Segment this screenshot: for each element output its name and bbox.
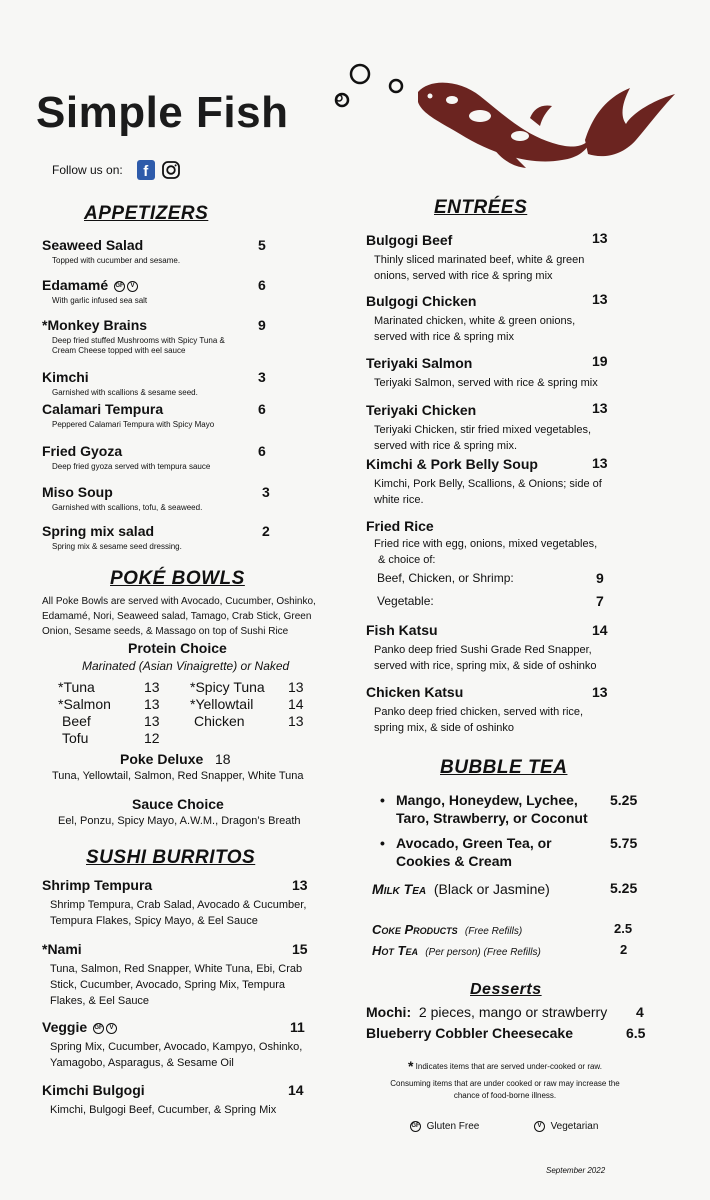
item-price: 2: [262, 523, 270, 539]
item-name: Fish Katsu: [366, 622, 438, 638]
item-name: Chicken Katsu: [366, 684, 464, 700]
menu-date: September 2022: [546, 1166, 606, 1175]
entree-item: [366, 355, 598, 392]
facebook-icon[interactable]: f: [137, 160, 155, 180]
item-name: Edamamé: [42, 277, 109, 293]
protein-name: *Yellowtail: [190, 696, 254, 712]
item-name: Teriyaki Salmon: [366, 355, 473, 371]
entree-item: [366, 684, 583, 737]
item-desc: Deep fried stuffed Mushrooms with Spicy Tuna & Cream Cheese topped with eel sauce: [52, 336, 225, 356]
item-desc: Kimchi, Bulgogi Beef, Cucumber, & Spring Mix: [50, 1104, 277, 1116]
protein-subtitle: Marinated (Asian Vinaigrette) or Naked: [82, 659, 290, 673]
appetizer-item: [42, 369, 198, 398]
item-name: Veggie: [42, 1019, 88, 1035]
fried-rice-option: Beef, Chicken, or Shrimp:: [377, 571, 514, 585]
protein-name: *Tuna: [58, 679, 95, 695]
item-desc: Fried rice with egg, onions, mixed vegetables, & choice of:: [374, 538, 598, 566]
item-price: 14: [592, 622, 608, 638]
burrito-item: [42, 877, 306, 930]
burrito-item: [42, 1082, 276, 1119]
protein-price: 14: [288, 696, 304, 712]
item-price: 9: [258, 317, 266, 333]
fish-spot: [446, 96, 458, 104]
item-name: Bulgogi Beef: [366, 232, 453, 248]
item-price: 5.75: [610, 835, 638, 851]
fish-eye: [428, 94, 433, 99]
item-desc: Teriyaki Chicken, stir fried mixed vegetables, served with rice & spring mix.: [374, 424, 592, 452]
item-desc: Spring mix & sesame seed dressing.: [52, 542, 182, 551]
follow-label: Follow us on:: [52, 163, 123, 177]
item-desc: Panko deep fried chicken, served with rice, spring mix, & side of oshinko: [374, 706, 584, 734]
item-price: 13: [592, 455, 608, 471]
entrees-heading: ENTRÉES: [434, 197, 528, 218]
gluten-free-icon: GF: [114, 281, 125, 292]
fish-fin: [530, 106, 552, 127]
protein-price: 13: [288, 713, 304, 729]
poke-heading: POKÉ BOWLS: [110, 568, 245, 589]
burrito-item: [42, 941, 302, 1010]
appetizer-item: [42, 523, 182, 552]
item-price: 3: [262, 484, 270, 500]
item-name: Bulgogi Chicken: [366, 293, 477, 309]
sauce-desc: Eel, Ponzu, Spicy Mayo, A.W.M., Dragon’s Breath: [58, 815, 301, 827]
appetizer-item: [42, 484, 202, 513]
vegetarian-icon: V: [534, 1121, 545, 1132]
item-desc: Thinly sliced marinated beef, white & green onions, served with rice & spring mix: [374, 254, 585, 282]
entree-item: [366, 622, 597, 675]
item-name: *Monkey Brains: [42, 317, 148, 333]
hot-tea: Hot Tea (Per person) (Free Refills): [372, 943, 541, 958]
item-price: 13: [592, 230, 608, 246]
item-price: 6: [258, 401, 266, 417]
appetizer-item: [42, 401, 214, 430]
item-desc: Topped with cucumber and sesame.: [52, 256, 181, 265]
item-name: Seaweed Salad: [42, 237, 144, 253]
item-price: 5.25: [610, 792, 638, 808]
poke-deluxe: Poke Deluxe 18: [120, 751, 231, 767]
appetizer-item: [42, 237, 180, 266]
bubble: [351, 65, 369, 83]
fish-spot: [469, 110, 491, 122]
protein-price: 13: [288, 679, 304, 695]
item-name: Shrimp Tempura: [42, 877, 153, 893]
item-name: *Nami: [42, 941, 82, 957]
fried-rice-option: Vegetable:: [377, 594, 434, 608]
protein-name: Chicken: [194, 713, 245, 729]
item-desc: Spring Mix, Cucumber, Avocado, Kampyo, Oshinko, Yamagobo, Asparagus, & Sesame Oil: [50, 1041, 303, 1069]
bubble-tea-option: • Mango, Honeydew, Lychee, Taro, Strawberry, or Coconut: [380, 792, 588, 826]
item-name: Miso Soup: [42, 484, 113, 500]
item-price: 13: [592, 291, 608, 307]
protein-price: 12: [144, 730, 160, 746]
protein-name: *Spicy Tuna: [190, 679, 265, 695]
poke-deluxe-desc: Tuna, Yellowtail, Salmon, Red Snapper, White Tuna: [52, 770, 304, 782]
item-price: 3: [258, 369, 266, 385]
bubble-tea-option: • Avocado, Green Tea, or Cookies & Cream: [380, 835, 552, 869]
protein-title: Protein Choice: [128, 640, 227, 656]
appetizer-item: [42, 317, 225, 357]
item-price: 15: [292, 941, 308, 957]
coke-products: Coke Products (Free Refills): [372, 922, 523, 937]
item-desc: Tuna, Salmon, Red Snapper, White Tuna, Ebi, Crab Stick, Cucumber, Avocado, Spring Mix, Tempura Flakes, & Eel Sauce: [50, 963, 303, 1007]
item-name: Fried Gyoza: [42, 443, 123, 459]
fish-tail: [585, 88, 675, 156]
item-name: Fried Rice: [366, 518, 434, 534]
entree-item: [366, 293, 575, 346]
poke-intro: All Poke Bowls are served with Avocado, Cucumber, Oshinko, Edamamé, Nori, Seaweed salad, Tamago, Crab Stick, Green Onion, Sesame seeds, & Massago on top of Sushi Rice: [42, 596, 316, 637]
item-price: 5: [258, 237, 266, 253]
entree-item-fried-rice: [366, 518, 597, 569]
item-name: Calamari Tempura: [42, 401, 164, 417]
gluten-free-icon: GF: [410, 1121, 421, 1132]
item-price: 6.5: [626, 1025, 646, 1041]
item-name: Teriyaki Chicken: [366, 402, 477, 418]
item-price: 14: [288, 1082, 304, 1098]
dessert-mochi: Mochi: 2 pieces, mango or strawberry: [366, 1004, 608, 1020]
protein-price: 13: [144, 696, 160, 712]
protein-price: 13: [144, 679, 160, 695]
entree-item: [366, 402, 591, 455]
burritos-heading: SUSHI BURRITOS: [86, 847, 256, 868]
item-desc: Peppered Calamari Tempura with Spicy Mayo: [52, 420, 215, 429]
protein-name: *Salmon: [58, 696, 111, 712]
appetizer-item: [42, 277, 147, 306]
item-name: Kimchi: [42, 369, 89, 385]
raw-warning: * Indicates items that are served under-cooked or raw. Consuming items that are under cooked or raw may increase the chance of food-borne illness.: [390, 1058, 620, 1101]
item-price: 13: [592, 400, 608, 416]
follow-us: [52, 160, 181, 180]
bubble-tea-heading: BUBBLE TEA: [440, 757, 568, 778]
item-price: 2.5: [614, 921, 633, 936]
item-desc: Shrimp Tempura, Crab Salad, Avocado & Cucumber, Tempura Flakes, Spicy Mayo, & Eel Sauce: [50, 899, 307, 927]
legend-gluten-free: GF Gluten Free: [411, 1121, 480, 1133]
entree-item: [366, 232, 584, 285]
sauce-title: Sauce Choice: [132, 796, 224, 812]
item-price: 6: [258, 443, 266, 459]
item-name: Spring mix salad: [42, 523, 155, 539]
legend-vegetarian: V Vegetarian: [532, 1121, 598, 1132]
dessert-cobbler: Blueberry Cobbler Cheesecake: [366, 1025, 573, 1041]
protein-name: Tofu: [62, 730, 89, 746]
item-price: 11: [290, 1019, 305, 1035]
item-desc: Marinated chicken, white & green onions, served with rice & spring mix: [374, 315, 576, 343]
item-price: 4: [636, 1004, 644, 1020]
appetizers-heading: APPETIZERS: [84, 203, 209, 224]
gluten-free-icon: GF: [93, 1023, 104, 1034]
bubble: [390, 80, 402, 92]
protein-price: 13: [144, 713, 160, 729]
fish-spot: [511, 131, 529, 141]
vegetarian-icon: V: [127, 281, 138, 292]
item-price: 9: [596, 570, 604, 586]
item-price: 6: [258, 277, 266, 293]
item-price: 2: [620, 942, 628, 957]
appetizer-item: [42, 443, 210, 472]
item-price: 13: [592, 684, 608, 700]
item-name: Kimchi Bulgogi: [42, 1082, 145, 1098]
protein-name: Beef: [62, 713, 91, 729]
item-price: 19: [592, 353, 608, 369]
item-price: 13: [292, 877, 308, 893]
item-desc: Kimchi, Pork Belly, Scallions, & Onions; side of white rice.: [374, 478, 602, 506]
restaurant-title: Simple Fish: [36, 88, 289, 137]
milk-tea: Milk Tea (Black or Jasmine): [372, 881, 550, 897]
item-price: 7: [596, 593, 604, 609]
item-desc: Deep fried gyoza served with tempura sauce: [52, 462, 211, 471]
vegetarian-icon: V: [106, 1023, 117, 1034]
burrito-item: [42, 1019, 302, 1072]
instagram-icon[interactable]: [161, 160, 181, 180]
item-desc: Garnished with scallions & sesame seed.: [52, 388, 198, 397]
desserts-heading: Desserts: [470, 981, 542, 998]
entree-item: [366, 456, 602, 509]
item-desc: Garnished with scallions, tofu, & seaweed.: [52, 503, 203, 512]
koi-fish-logo: [330, 58, 700, 178]
item-desc: Panko deep fried Sushi Grade Red Snapper, served with rice, spring mix, & side of oshinko: [374, 644, 597, 672]
item-price: 5.25: [610, 880, 638, 896]
item-name: Kimchi & Pork Belly Soup: [366, 456, 538, 472]
item-desc: Teriyaki Salmon, served with rice & spring mix: [374, 377, 598, 389]
item-desc: With garlic infused sea salt: [52, 296, 148, 305]
